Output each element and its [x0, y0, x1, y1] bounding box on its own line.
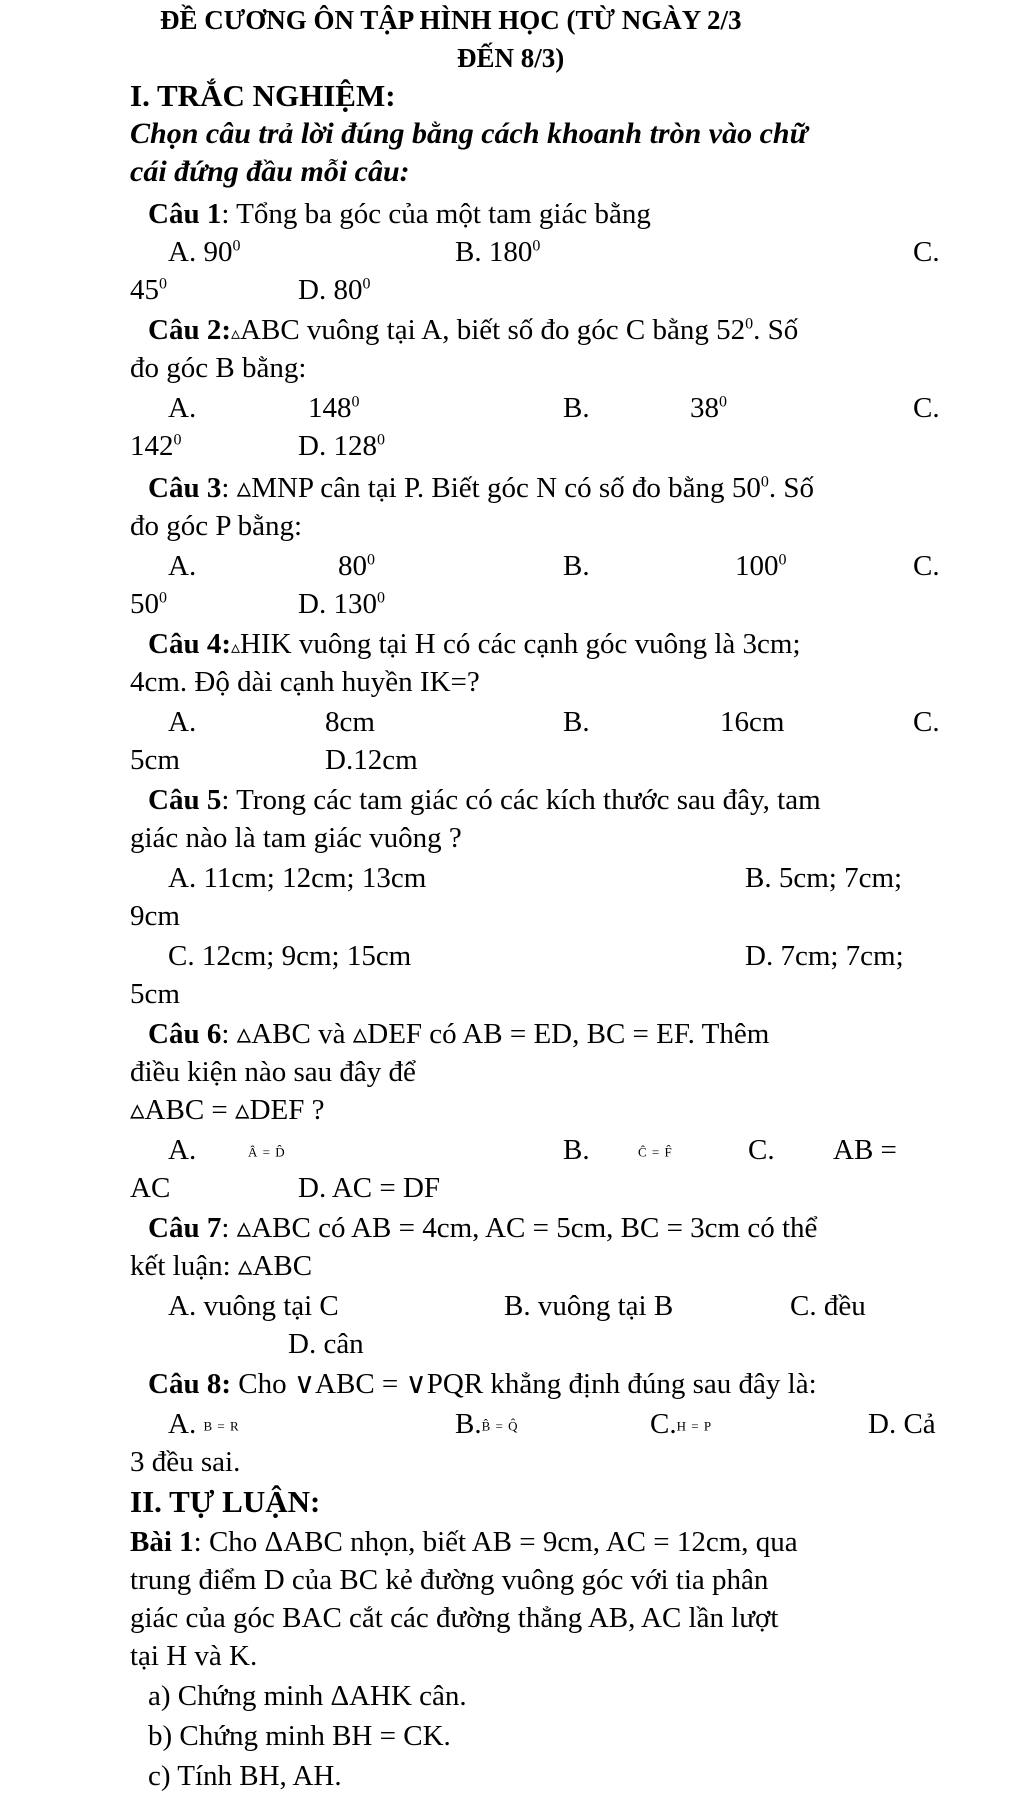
question-8-option-a: A. B = R: [168, 1408, 240, 1440]
question-2-option-b-value: $38^0$: [690, 392, 727, 424]
section-heading-multiple-choice: I. TRẮC NGHIỆM:: [130, 78, 396, 113]
question-5-option-b-cont: 9cm: [130, 900, 180, 932]
question-6-option-a-label: A.: [168, 1134, 197, 1166]
question-1-option-a: A. $90^0$: [168, 236, 241, 268]
exercise-1-line-3: giác của góc BAC cắt các đường thẳng AB, AC lần lượt: [130, 1602, 779, 1634]
question-3-stem: Câu 3: ▵MNP cân tại P. Biết góc N có số đo bằng $50^0$. Số: [148, 472, 814, 504]
question-4-option-a-value: 8cm: [325, 706, 375, 738]
question-2-option-d: D. $128^0$: [298, 430, 385, 462]
question-7-option-a: A. vuông tại C: [168, 1290, 339, 1322]
question-6-option-c-value: AB =: [833, 1134, 897, 1166]
question-5-option-c: C. 12cm; 9cm; 15cm: [168, 940, 412, 972]
question-7-stem: Câu 7: ▵ABC có AB = 4cm, AC = 5cm, BC = 3cm có thể: [148, 1212, 818, 1244]
question-5-option-d: D. 7cm; 7cm;: [745, 940, 904, 972]
question-4-option-c-label: C.: [913, 706, 940, 738]
section-heading-essay: II. TỰ LUẬN:: [130, 1484, 321, 1519]
question-5-stem: Câu 5: Trong các tam giác có các kích thước sau đây, tam: [148, 784, 821, 816]
question-4-option-a-label: A.: [168, 706, 197, 738]
question-6-stem: Câu 6: ▵ABC và ▵DEF có AB = ED, BC = EF. Thêm: [148, 1018, 770, 1050]
question-6-option-a-value: Â = D̂: [248, 1144, 286, 1160]
question-6-option-b-value: Ĉ = F̂: [638, 1144, 673, 1160]
question-3-option-c-value: $50^0$: [130, 588, 167, 620]
title-line-1: ĐỀ CƯƠNG ÔN TẬP HÌNH HỌC (TỪ NGÀY 2/3: [160, 5, 742, 35]
question-4-stem-line-2: 4cm. Độ dài cạnh huyền IK=?: [130, 666, 480, 698]
question-2-option-c-value: $142^0$: [130, 430, 182, 462]
question-4-option-d: D.12cm: [325, 744, 418, 776]
question-1-option-d: D. $80^0$: [298, 274, 371, 306]
exercise-1-line-4: tại H và K.: [130, 1640, 258, 1672]
question-4-option-c-value: 5cm: [130, 744, 180, 776]
exercise-1-part-c: c) Tính BH, AH.: [148, 1760, 342, 1792]
question-5-option-b: B. 5cm; 7cm;: [745, 862, 903, 894]
question-2-option-a-value: $148^0$: [308, 392, 360, 424]
question-8-option-d: D. Cả: [868, 1408, 936, 1440]
question-4-option-b-label: B.: [563, 706, 590, 738]
question-8-option-d-cont: 3 đều sai.: [130, 1446, 241, 1478]
question-3-option-a-label: A.: [168, 550, 197, 582]
exercise-1-line-2: trung điểm D của BC kẻ đường vuông góc với tia phân: [130, 1564, 769, 1596]
exercise-1-stem: Bài 1: Cho ΔABC nhọn, biết AB = 9cm, AC = 12cm, qua: [130, 1526, 798, 1558]
question-8-option-c: C.H = P: [650, 1408, 713, 1440]
question-2-option-a-label: A.: [168, 392, 197, 424]
question-7-option-b: B. vuông tại B: [504, 1290, 674, 1322]
question-4-option-b-value: 16cm: [720, 706, 785, 738]
question-6-option-b-label: B.: [563, 1134, 590, 1166]
question-6-stem-line-3: ▵ABC = ▵DEF ?: [130, 1094, 325, 1126]
question-1-stem: Câu 1: Tổng ba góc của một tam giác bằng: [148, 198, 651, 230]
question-7-option-c: C. đều: [790, 1290, 866, 1322]
question-8-option-b: B.B̂ = Q̂: [455, 1408, 519, 1440]
exercise-1-part-b: b) Chứng minh BH = CK.: [148, 1720, 451, 1752]
question-2-stem-line-2: đo góc B bằng:: [130, 352, 307, 384]
instruction-line-2: cái đứng đầu mỗi câu:: [130, 155, 410, 188]
question-3-option-b-value: $100^0$: [735, 550, 787, 582]
question-1-option-c-value: $45^0$: [130, 274, 167, 306]
instruction-line-1: Chọn câu trả lời đúng bằng cách khoanh tròn vào chữ: [130, 117, 808, 150]
title-line-2: ĐẾN 8/3): [457, 43, 565, 73]
question-3-option-d: D. $130^0$: [298, 588, 385, 620]
question-1-option-c-label: C.: [913, 236, 940, 268]
question-4-stem: Câu 4:▵HIK vuông tại H có các cạnh góc vuông là 3cm;: [148, 628, 801, 660]
question-2-option-c-label: C.: [913, 392, 940, 424]
exercise-1-part-a: a) Chứng minh ΔAHK cân.: [148, 1680, 467, 1712]
question-8-stem: Câu 8: Cho ∨ABC = ∨PQR khẳng định đúng sau đây là:: [148, 1368, 817, 1400]
question-5-option-d-cont: 5cm: [130, 978, 180, 1010]
question-7-stem-line-2: kết luận: ▵ABC: [130, 1250, 313, 1282]
question-1-option-b: B. $180^0$: [455, 236, 541, 268]
question-3-option-b-label: B.: [563, 550, 590, 582]
question-3-option-c-label: C.: [913, 550, 940, 582]
question-6-option-d: D. AC = DF: [298, 1172, 441, 1204]
question-7-option-d: D. cân: [288, 1328, 364, 1360]
question-3-stem-line-2: đo góc P bằng:: [130, 510, 303, 542]
question-2-stem: Câu 2:▵ABC vuông tại A, biết số đo góc C bằng $52^0$. Số: [148, 314, 799, 346]
question-3-option-a-value: $80^0$: [338, 550, 375, 582]
question-6-option-c-label: C.: [748, 1134, 775, 1166]
question-6-option-c-cont: AC: [130, 1172, 171, 1204]
question-2-option-b-label: B.: [563, 392, 590, 424]
question-6-stem-line-2: điều kiện nào sau đây để: [130, 1056, 416, 1088]
question-5-stem-line-2: giác nào là tam giác vuông ?: [130, 822, 462, 854]
question-5-option-a: A. 11cm; 12cm; 13cm: [168, 862, 427, 894]
